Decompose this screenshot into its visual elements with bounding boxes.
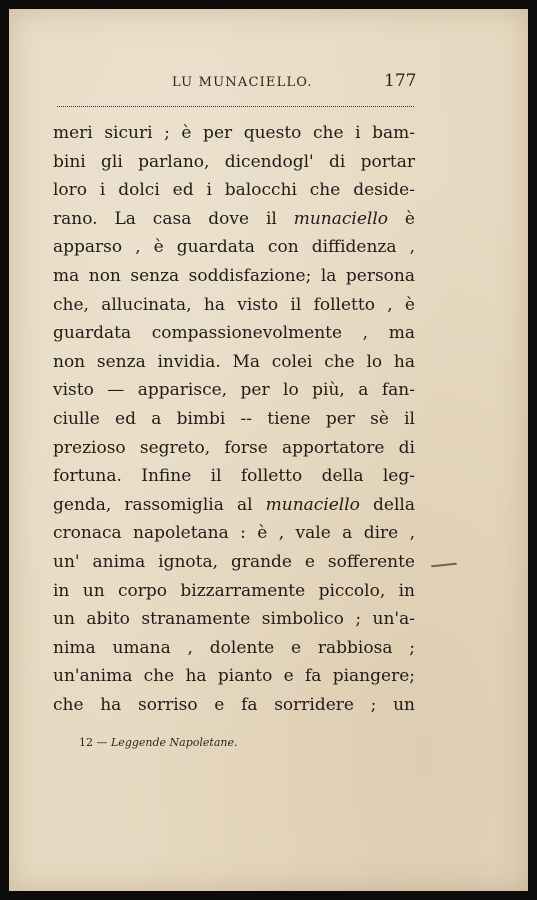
pencil-mark xyxy=(431,563,457,568)
running-head: LU MUNACIELLO. xyxy=(172,75,313,90)
text-run: genda, rassomiglia al xyxy=(53,494,266,515)
text-line xyxy=(53,119,415,148)
text-run: rano. La casa dove il xyxy=(53,208,294,229)
page-number: 177 xyxy=(384,71,417,91)
text-run: cronaca napoletana : è , vale a dire , xyxy=(53,523,415,544)
body-text xyxy=(53,119,415,719)
text-run: che ha sorriso e fa sorridere ; un xyxy=(53,694,415,715)
text-line xyxy=(53,376,415,405)
text-line xyxy=(53,634,415,663)
text-run: in un corpo bizzarramente piccolo, in xyxy=(53,580,415,601)
text-run: prezioso segreto, forse apportatore di xyxy=(53,437,415,458)
italic-run: munaciello xyxy=(265,494,360,515)
text-run: ciulle ed a bimbi -- tiene per sè il xyxy=(53,408,415,429)
page-footer xyxy=(79,736,237,749)
text-line xyxy=(53,148,415,177)
text-run: un abito stranamente simbolico ; un'a- xyxy=(53,609,415,630)
text-run: bini gli parlano, dicendogl' di portar xyxy=(53,151,415,172)
italic-run: munaciello xyxy=(293,208,389,229)
text-run: un' anima ignota, grande e sofferente xyxy=(53,551,415,572)
text-line xyxy=(53,462,415,491)
text-run: nima umana , dolente e rabbiosa ; xyxy=(53,637,415,658)
text-line xyxy=(53,662,415,691)
text-line xyxy=(53,434,415,463)
text-line xyxy=(53,405,415,434)
text-run: della xyxy=(359,494,415,515)
text-run: ma non senza soddisfazione; la persona xyxy=(53,265,415,286)
text-run: loro i dolci ed i balocchi che deside- xyxy=(53,180,415,201)
text-run: guardata compassionevolmente , ma xyxy=(53,323,415,344)
text-run: è xyxy=(388,208,415,229)
text-line xyxy=(53,319,415,348)
footer-separator: — xyxy=(96,736,108,749)
text-line xyxy=(53,348,415,377)
text-run: meri sicuri ; è per questo che i bam- xyxy=(53,123,415,143)
signature-number: 12 xyxy=(79,736,93,749)
text-line xyxy=(53,519,415,548)
text-run: fortuna. Infine il folletto della leg- xyxy=(53,466,415,487)
text-line xyxy=(53,691,415,720)
text-line xyxy=(53,233,415,262)
text-line xyxy=(53,205,415,234)
text-run: un'anima che ha pianto e fa piangere; xyxy=(53,666,415,687)
text-line xyxy=(53,262,415,291)
header-rule xyxy=(57,106,414,107)
text-line xyxy=(53,577,415,606)
text-line xyxy=(53,548,415,577)
book-page xyxy=(9,9,528,891)
text-run: non senza invidia. Ma colei che lo ha xyxy=(53,351,415,372)
text-line xyxy=(53,291,415,320)
footer-book-title: Leggende Napoletane. xyxy=(111,736,238,749)
text-run: che, allucinata, ha visto il folletto , è xyxy=(53,294,415,315)
text-line xyxy=(53,605,415,634)
text-run: apparso , è guardata con diffidenza , xyxy=(53,237,415,258)
text-line xyxy=(53,491,415,520)
text-run: visto — apparisce, per lo più, a fan- xyxy=(53,380,415,401)
text-line xyxy=(53,176,415,205)
